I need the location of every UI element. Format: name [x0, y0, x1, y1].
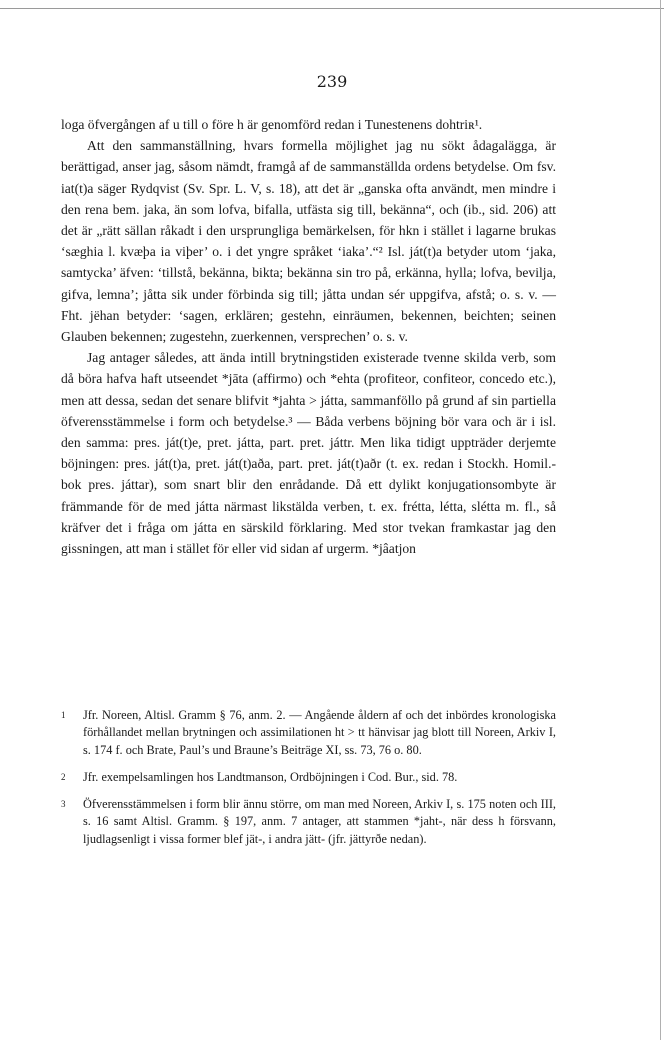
footnote-text: Jfr. Noreen, Altisl. Gramm § 76, anm. 2. — Angående åldern af och det inbördes kronologiska förhållandet mellan brytningen och assimilationen ht > tt hänvisar jag blott till Noreen, Arkiv I, s. 174 f. och Brate, Paul’s und Braune’s Beiträge XI, ss. 73, 76 o. 80. — [83, 708, 556, 757]
page-right-edge — [660, 0, 661, 1040]
footnote-marker: 2 — [61, 771, 66, 782]
footnote — [61, 796, 556, 848]
footnote-marker: 1 — [61, 710, 66, 720]
footnote — [61, 769, 556, 786]
footnote — [61, 707, 556, 759]
main-text — [61, 114, 556, 559]
page-top-border — [0, 0, 664, 9]
footnote-text: Jfr. exempelsamlingen hos Landtmanson, Ordböjningen i Cod. Bur., sid. 78. — [83, 769, 458, 784]
paragraph: Jag antager således, att ända intill brytningstiden existerade tvenne skilda verb, som då böra hafva haft utseendet *jāta (affirmo) och *ehta (profiteor, confiteor, concedo etc.), men att dessa, sedan det senare blifvit *jahta > játta, sammanföllo på grund af sin partiella öfverensstämmelse i form och betydelse.³ — Båda verbens böjning bör vara och är i isl. den samma: pres. ját(t)e, pret. játta, part. pret. játtr. Men lika tidigt uppträder derjemte böjningen: pres. ját(t)a, pret. ját(t)aða, part. pret. ját(t)aðr (t. ex. redan i Stockh. Homil.-bok pres. játtar), som snart blir den enrådande. Då ett dylikt konjugationsombyte är främmande för de med játta närmast likstälda verben, t. ex. frétta, létta, slétta m. fl., så kräfver det i fråga om játta en särskild förklaring. Med stor tvekan framkastar jag den gissningen, att man i stället för eller vid sidan af urgerm. *jâatjon — [61, 350, 556, 557]
footnote-text: Öfverensstämmelsen i form blir ännu större, om man med Noreen, Arkiv I, s. 175 noten och III, s. 16 samt Altisl. Gramm. § 197, anm. 7 antager, att stammen *jaht-, när dess h försvann, ljudlagsenligt i vissa former blef jät-, i andra jätt- (jfr. jättyrðe nedan). — [83, 797, 556, 846]
footnotes — [61, 707, 556, 858]
page-number: 239 — [316, 72, 348, 91]
paragraph: Att den sammanställning, hvars formella möjlighet jag nu sökt ådagalägga, är berättigad, anser jag, såsom nämdt, framgå af de sammanställda ordens betydelse. Om fsv. iat(t)a säger Rydqvist (Sv. Spr. L. V, s. 18), att det är „ganska ofta användt, men mindre i den rena bem. jaka, än som lofva, bifalla, utfästa sig till, bekänna“, och (ib., sid. 206) att det är „rätt sällan råkadt i den ursprungliga bemärkelsen, för hkn i stället i lagarne brukas ‘sæghia l. kvæþa ia viþer’ o. i det yngre språket ‘iaka’.“² Isl. ját(t)a betyder utom ‘jaka, samtycka’ äfven: ‘tillstå, bekänna, bikta; bekänna sin tro på, erkänna, hylla; lofva, bevilja, gifva, lemna’; jåtta sik under förbinda sig till; jåtta undan sér uppgifva, afstå; o. s. v. — Fht. jëhan betyder: ‘sagen, erklären; gestehn, einräumen, bekennen, beichten; seinen Glauben bekennen; zugestehn, zuerkennen, versprechen’ o. s. v. — [61, 138, 556, 345]
footnote-marker: 3 — [61, 799, 66, 810]
paragraph-continuation: loga öfvergången af u till o före h är genomförd redan i Tunestenens dohtriʀ¹. — [61, 117, 483, 132]
